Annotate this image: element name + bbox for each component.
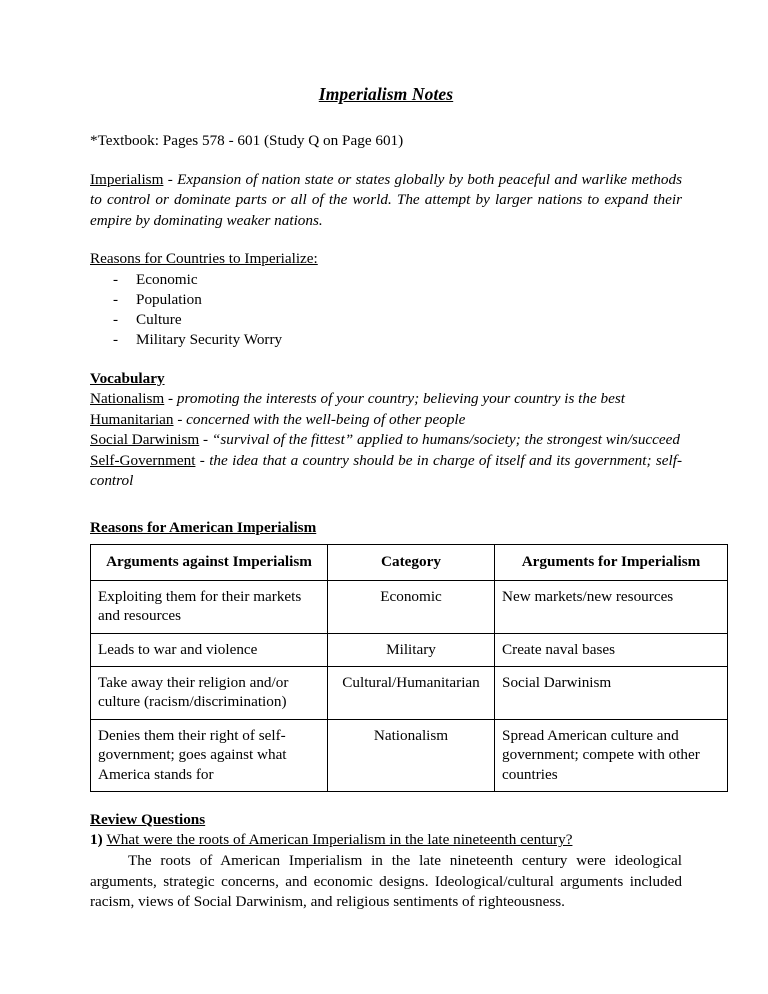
vocab-definition: “survival of the fittest” applied to humans/society; the strongest win/succeed [211, 431, 680, 449]
vocab-term: Self-Government [90, 451, 196, 469]
table-heading-wrap [90, 518, 682, 539]
definition-separator: - [163, 170, 178, 188]
list-item-label: Culture [136, 311, 182, 329]
vocab-entry-humanitarian [90, 410, 682, 431]
reasons-list [90, 270, 682, 351]
reasons-heading: Reasons for Countries to Imperialize: [90, 250, 318, 268]
spacer [90, 492, 682, 518]
review-question-1 [90, 830, 682, 851]
vocab-separator: - [164, 390, 177, 408]
spacer [90, 105, 682, 131]
table-row [91, 719, 728, 791]
imperialism-definition-text: Expansion of nation state or states globally by both peaceful and warlike methods to control or dominate parts or all of the world. The attempt by larger nations to expand their empire by dominating weaker nations. [90, 170, 682, 229]
review-heading-wrap [90, 810, 682, 831]
cell-against: Take away their religion and/or culture (racism/discrimination) [91, 666, 328, 719]
imperialism-term: Imperialism [90, 170, 164, 188]
vocabulary-heading-wrap [90, 369, 682, 390]
textbook-note: *Textbook: Pages 578 - 601 (Study Q on Page 601) [90, 132, 404, 149]
vocab-definition: concerned with the well-being of other people [186, 410, 466, 428]
table-header-row [91, 545, 728, 580]
vocab-entry-nationalism [90, 389, 682, 410]
table-row [91, 666, 728, 719]
vocab-separator: - [195, 451, 210, 469]
column-header-category: Category [328, 545, 495, 580]
table-row [91, 633, 728, 666]
spacer [90, 152, 682, 170]
cell-against: Leads to war and violence [91, 633, 328, 666]
spacer [90, 792, 682, 810]
vocabulary-heading: Vocabulary [90, 369, 165, 387]
vocab-term: Nationalism [90, 390, 165, 408]
cell-category: Military [328, 633, 495, 666]
list-item [113, 330, 682, 350]
reasons-heading-wrap [90, 249, 682, 270]
reasons-table [90, 544, 728, 792]
vocab-entry-social-darwinism [90, 430, 682, 451]
cell-against: Denies them their right of self-government; goes against what America stands for [91, 719, 328, 791]
question-text: What were the roots of American Imperialism in the late nineteenth century? [106, 831, 573, 849]
page-title: Imperialism Notes [318, 84, 454, 104]
review-answer-1: The roots of American Imperialism in the late nineteenth century were ideological arguments, strategic concerns, and economic designs. Ideological/cultural arguments included racism, views of Social Darwinism, and religious sentiments of righteousness. [90, 851, 682, 911]
vocab-entry-self-government [90, 451, 682, 492]
review-questions-heading: Review Questions [90, 810, 206, 828]
vocab-term: Humanitarian [90, 410, 174, 428]
bullet-dash-icon: - [113, 311, 119, 329]
cell-for: Social Darwinism [495, 666, 728, 719]
spacer [90, 231, 682, 249]
vocab-term: Social Darwinism [90, 431, 200, 449]
vocab-separator: - [173, 410, 187, 428]
imperialism-definition-paragraph [90, 170, 682, 232]
bullet-dash-icon: - [113, 270, 119, 288]
cell-against: Exploiting them for their markets and resources [91, 580, 328, 633]
cell-category: Cultural/Humanitarian [328, 666, 495, 719]
bullet-dash-icon: - [113, 290, 119, 308]
cell-for: Spread American culture and government; compete with other countries [495, 719, 728, 791]
list-item-label: Military Security Worry [136, 331, 283, 349]
list-item-label: Economic [136, 270, 198, 288]
cell-category: Economic [328, 580, 495, 633]
spacer [90, 351, 682, 369]
cell-for: Create naval bases [495, 633, 728, 666]
question-number: 1) [90, 831, 103, 849]
list-item [113, 310, 682, 330]
cell-category: Nationalism [328, 719, 495, 791]
list-item-label: Population [136, 290, 202, 308]
bullet-dash-icon: - [113, 331, 119, 349]
vocab-definition: promoting the interests of your country; believing your country is the best [176, 390, 625, 408]
table-heading: Reasons for American Imperialism [90, 518, 317, 536]
list-item [113, 290, 682, 310]
column-header-for: Arguments for Imperialism [495, 545, 728, 580]
table-head [91, 545, 728, 580]
vocab-separator: - [199, 431, 212, 449]
cell-for: New markets/new resources [495, 580, 728, 633]
table-row [91, 580, 728, 633]
list-item [113, 270, 682, 290]
column-header-against: Arguments against Imperialism [91, 545, 328, 580]
table-body [91, 580, 728, 791]
vocab-definition: the idea that a country should be in charge of itself and its government; self-control [90, 451, 683, 490]
